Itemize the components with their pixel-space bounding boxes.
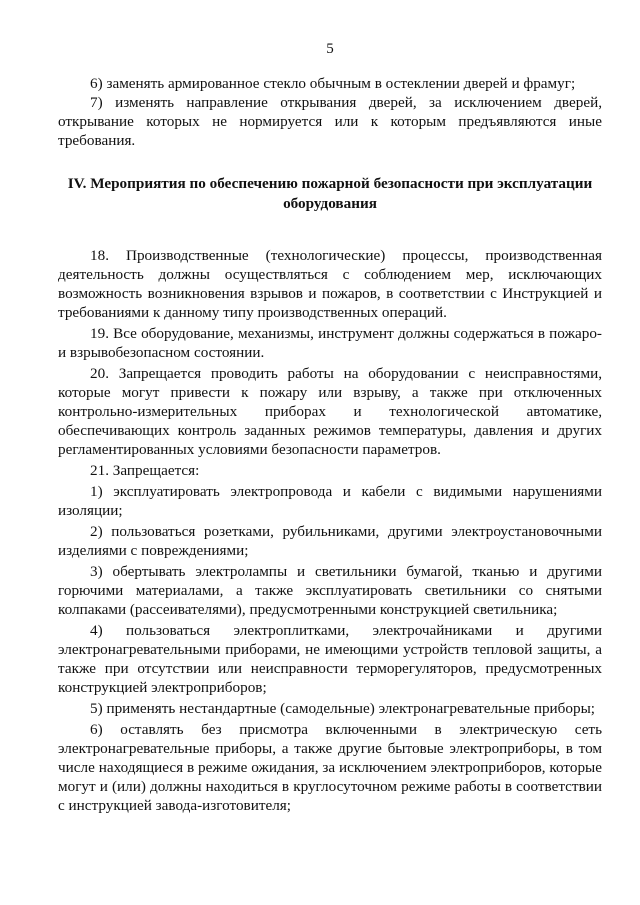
- list-item-6: 6) оставлять без присмотра включенными в электрическую сеть электронагревательные приборы, а также другие бытовые электроприборы, в том числе находящиеся в режиме ожидания, за исключением электроприборов, которые могут и (или) должны находиться в круглосуточном режиме работы в соответствии с инструкцией завода-изготовителя;: [58, 721, 602, 814]
- list-item-5: 5) применять нестандартные (самодельные) электронагревательные приборы;: [90, 700, 596, 717]
- document-page: [58, 40, 602, 815]
- paragraph-21: 21. Запрещается:: [90, 462, 200, 479]
- paragraph-18: 18. Производственные (технологические) процессы, производственная деятельность должны осуществляться с соблюдением мер, исключающих возможность возникновения взрывов и пожаров, в соответствии с Инструкцией и требованиями к данному типу производственных операций.: [58, 247, 602, 321]
- list-item-1: 1) эксплуатировать электропровода и кабели с видимыми нарушениями изоляции;: [58, 483, 602, 519]
- list-item-4: 4) пользоваться электроплитками, электрочайниками и другими электронагревательными приборами, не имеющими устройств тепловой защиты, а также при отсутствии или неисправности терморегуляторов, предусмотренных конструкцией электроприборов;: [58, 622, 602, 696]
- list-item-3: 3) обертывать электролампы и светильники бумагой, тканью и другими горючими материалами, а также эксплуатировать светильники со снятыми колпаками (рассеивателями), предусмотренными конструкцией светильника;: [58, 563, 602, 618]
- paragraph-20: 20. Запрещается проводить работы на оборудовании с неисправностями, которые могут привести к пожару или взрыву, а также при отключенных контрольно-измерительных приборах и технологической автоматике, обеспечивающих контроль заданных режимов температуры, давления и других регламентированных условиями безопасности параметров.: [58, 365, 602, 458]
- section-body: [58, 246, 602, 815]
- intro-item-6: 6) заменять армированное стекло обычным в остеклении дверей и фрамуг;: [90, 75, 576, 92]
- section-title: IV. Мероприятия по обеспечению пожарной безопасности при эксплуатации оборудования: [67, 175, 593, 212]
- list-item-2: 2) пользоваться розетками, рубильниками, другими электроустановочными изделиями с повреждениями;: [58, 523, 602, 559]
- page-number: 5: [326, 41, 334, 57]
- intro-item-7: 7) изменять направление открывания дверей, за исключением дверей, открывание которых не нормируется или к которым предъявляются иные требования.: [58, 94, 602, 149]
- paragraph-19: 19. Все оборудование, механизмы, инструмент должны содержаться в пожаро- и взрывобезопасном состоянии.: [58, 325, 602, 361]
